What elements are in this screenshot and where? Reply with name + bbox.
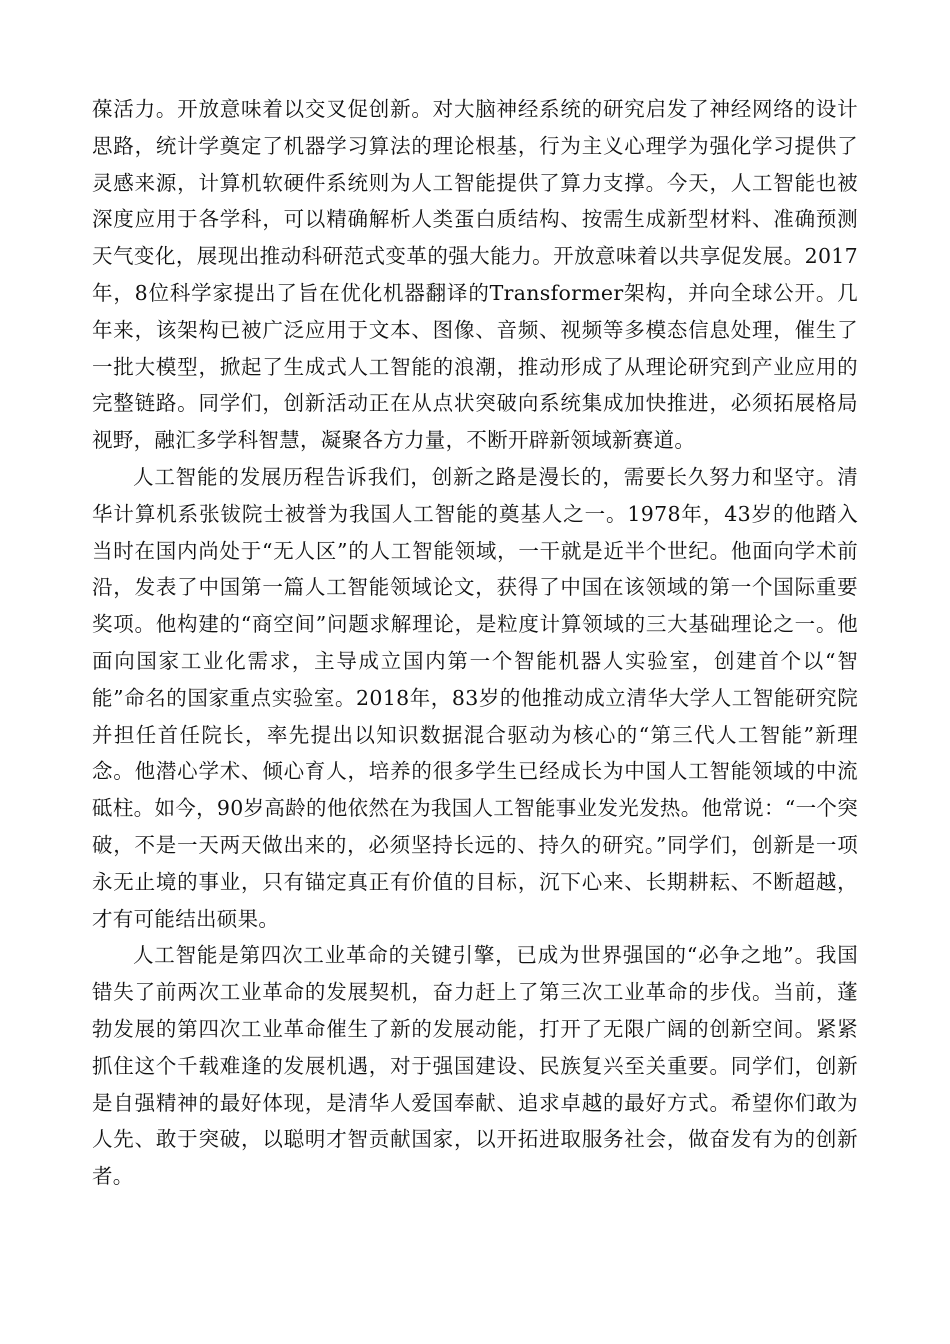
paragraph-open-innovation: 葆活力。开放意味着以交叉促创新。对大脑神经系统的研究启发了神经网络的设计思路，统计学奠定了机器学习算法的理论根基，行为主义心理学为强化学习提供了灵感来源，计算机软硬件系统则为人工智能提供了算力支撑。今天，人工智能也被深度应用于各学科，可以精确解析人类蛋白质结构、按需生成新型材料、准确预测天气变化，展现出推动科研范式变革的强大能力。开放意味着以共享促发展。2017年，8位科学家提出了旨在优化机器翻译的Transformer架构，并向全球公开。几年来，该架构已被广泛应用于文本、图像、音频、视频等多模态信息处理，催生了一批大模型，掀起了生成式人工智能的浪潮，推动形成了从理论研究到产业应用的完整链路。同学们，创新活动正在从点状突破向系统集成加快推进，必须拓展格局视野，融汇多学科智慧，凝聚各方力量，不断开辟新领域新赛道。 <box>92 97 858 453</box>
paragraph-fourth-industrial-revolution: 人工智能是第四次工业革命的关键引擎，已成为世界强国的“必争之地”。我国错失了前两次工业革命的发展契机，奋力赶上了第三次工业革命的步伐。当前，蓬勃发展的第四次工业革命催生了新的发展动能，打开了无限广阔的创新空间。紧紧抓住这个千载难逢的发展机遇，对于强国建设、民族复兴至关重要。同学们，创新是自强精神的最好体现，是清华人爱国奉献、追求卓越的最好方式。希望你们敢为人先、敢于突破，以聪明才智贡献国家，以开拓进取服务社会，做奋发有为的创新者。 <box>92 943 858 1189</box>
paragraph-zhang-bo: 人工智能的发展历程告诉我们，创新之路是漫长的，需要长久努力和坚守。清华计算机系张钹院士被誉为我国人工智能的奠基人之一。1978年，43岁的他踏入当时在国内尚处于“无人区”的人工智能领域，一干就是近半个世纪。他面向学术前沿，发表了中国第一篇人工智能领域论文，获得了中国在该领域的第一个国际重要奖项。他构建的“商空间”问题求解理论，是粒度计算领域的三大基础理论之一。他面向国家工业化需求，主导成立国内第一个智能机器人实验室，创建首个以“智能”命名的国家重点实验室。2018年，83岁的他推动成立清华大学人工智能研究院并担任首任院长，率先提出以知识数据混合驱动为核心的“第三代人工智能”新理念。他潜心学术、倾心育人，培养的很多学生已经成长为中国人工智能领域的中流砥柱。如今，90岁高龄的他依然在为我国人工智能事业发光发热。他常说：“一个突破，不是一天两天做出来的，必须坚持长远的、持久的研究。”同学们，创新是一项永无止境的事业，只有锚定真正有价值的目标，沉下心来、长期耕耘、不断超越，才有可能结出硕果。 <box>92 464 858 931</box>
document-body <box>92 91 858 1195</box>
